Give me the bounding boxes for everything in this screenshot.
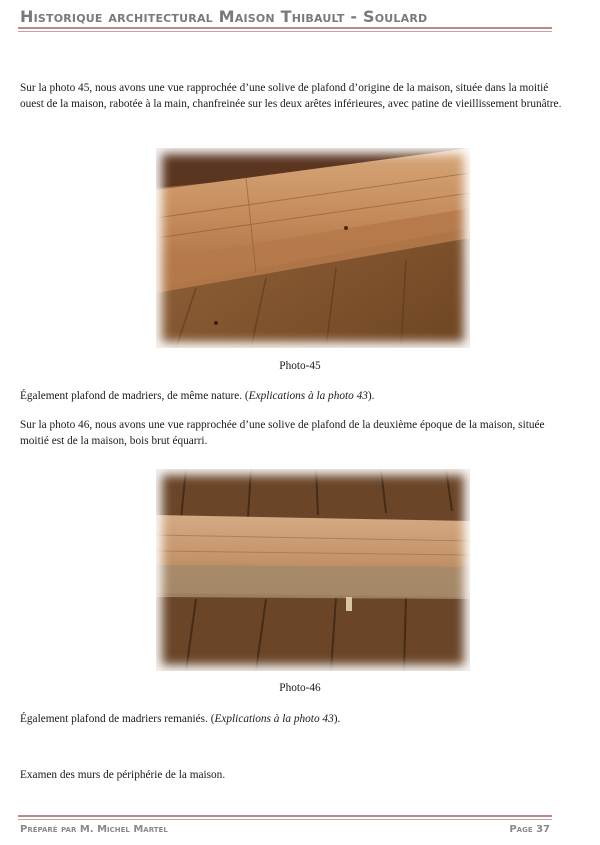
paragraph-photo46-description: Sur la photo 46, nous avons une vue rapprochée d’une solive de plafond de la deuxième époque de la maison, située moitié est de la maison, bois brut équarri. [20, 419, 545, 447]
paragraph-photo45-ceiling: Également plafond de madriers, de même nature. (Explications à la photo 43). [20, 390, 375, 402]
photo-46-image [156, 469, 470, 671]
header-rule [18, 27, 552, 29]
footer-author: Préparé par M. Michel Martel [20, 824, 168, 835]
paragraph-photo45-description: Sur la photo 45, nous avons une vue rapprochée d’une solive de plafond d’origine de la maison, située dans la moitié ouest de la maison, rabotée à la main, chanfreinée sur les deux arêtes inférieures, avec patine de vieillissement brunâtre. [20, 82, 562, 110]
paragraph-photo46-ceiling: Également plafond de madriers remaniés. (Explications à la photo 43). [20, 713, 341, 725]
page-header-title: Historique architectural Maison Thibault - Soulard [20, 7, 428, 26]
header-rule-thin [18, 31, 552, 32]
footer-page-number: Page 37 [509, 824, 550, 835]
paragraph-next-section: Examen des murs de périphérie de la maison. [20, 769, 226, 781]
photo-46-caption: Photo-46 [279, 682, 321, 694]
photo-45-caption: Photo-45 [279, 360, 321, 372]
footer-rule-thin [18, 819, 552, 820]
footer-rule [18, 815, 552, 817]
photo-45-image [156, 148, 470, 348]
